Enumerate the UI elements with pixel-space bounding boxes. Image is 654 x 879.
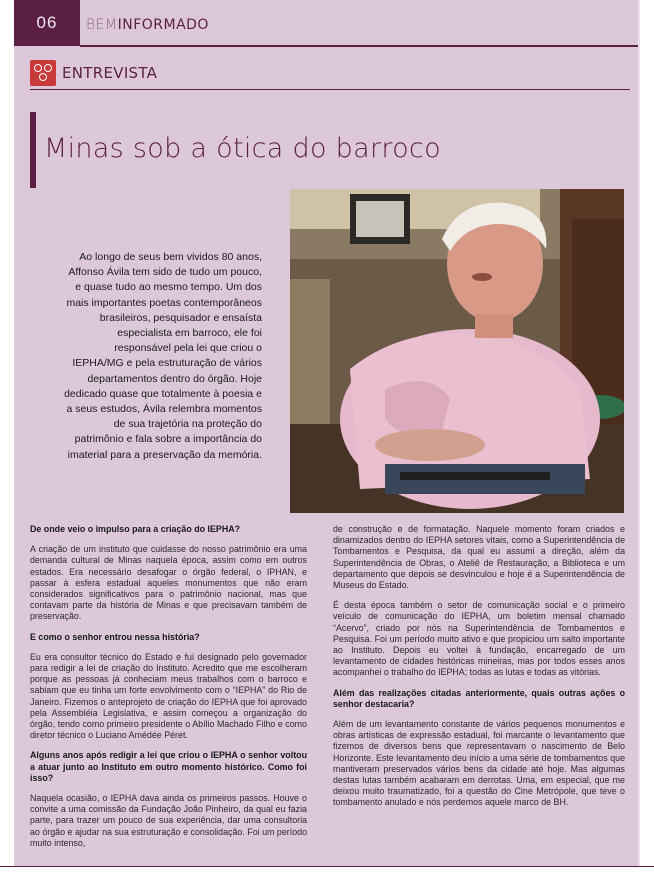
- interview-answer: A criação de um instituto que cuidasse do nosso patrimônio era uma demanda cultural de Minas naquela época, assim como em outros estados. Era necessário desafogar o órgão federal, o IPHAN, e passar à esfera estadual aqueles monumentos que não eram considerados significativos para o patrimônio nacional, mas que contavam parte da história de Minas e que precisavam também de preservação.: [30, 544, 307, 622]
- interview-answer: Naquela ocasião, o IEPHA dava ainda os primeiros passos. Houve o convite a uma comissão da Fundação João Pinheiro, da qual eu fazia parte, para trazer um pouco de sua experiência, dar uma consultoria ao órgão e ajudar na sua estruturação e consolidação. Foi um período muito intenso,: [30, 793, 307, 848]
- section-header: [30, 60, 157, 86]
- right-edge: [638, 0, 640, 866]
- interview-answer: Eu era consultor técnico do Estado e fui designado pelo governador para redigir a lei de criação do Instituto. Acredito que me escolheram porque as pessoas já conheciam meus trabalhos com o barroco e sabiam que eu tinha um forte envolvimento com o “IEPHA” do Rio de Janeiro. Fizemos o anteprojeto de criação do IEPHA que foi aprovado pela Assembléia Legislativa, e assim começou a organização do órgão, tendo como primeiro presidente o Abílio Machado Filho e como diretor técnico o Luciano Amédée Péret.: [30, 651, 307, 741]
- page-number: 06: [14, 0, 80, 46]
- interview-photo: [290, 189, 624, 513]
- section-label: ENTREVISTA: [62, 64, 158, 82]
- interview-question: Além das realizações citadas anteriormente, quais outras ações o senhor destacaria?: [333, 687, 625, 709]
- title-accent-bar: [30, 112, 36, 188]
- interview-answer: de construção e de formatação. Naquele momento foram criados e dinamizados dentro do IEPHA setores vitais, como a Superintendência de Tombamentos e Pesquisa, da qual eu assumi a direção, além da Superintendência de Obras, o Ateliê de Restauração, a Biblioteca e um departamento que depois se desvinculou e hoje é a Superintendência de Museus do Estado.: [333, 524, 625, 591]
- interview-people-icon: [30, 60, 56, 86]
- interview-answer: É desta época também o setor de comunicação social e o primeiro veículo de comunicação do IEPHA, um boletim mensal chamado “Acervo”, criado por nós na Superintendência de Tombamentos e Pesquisa. Foi um período muito ativo e que propiciou um salto importante ao Instituto. Depois eu voltei à fundação, encarregado de um levantamento de cidades históricas mineiras, mas por todos esses anos acompanhei o trabalho do IEPHA; todas as lutas e todas as vitórias.: [333, 600, 625, 678]
- article-intro: Ao longo de seus bem vividos 80 anos, Affonso Ávila tem sido de tudo um pouco, e quase tudo ao mesmo tempo. Um dos mais importantes poetas contemporâneos brasileiros, pesquisador e ensaísta especialista em barroco, ele foi responsável pela lei que criou o IEPHA/MG e pela estruturação de vários departamentos dentro do órgão. Hoje dedicado quase que totalmente à poesia e a seus estudos, Ávila relembra momentos de sua trajetória na proteção do patrimônio e fala sobre a importância do imaterial para a preservação da memória.: [64, 251, 262, 461]
- section-rule: [30, 89, 630, 90]
- page-bottom-rule: [0, 866, 654, 867]
- magazine-name-part1: BEM: [86, 17, 118, 33]
- interview-question: E como o senhor entrou nessa história?: [30, 631, 200, 642]
- magazine-name: [86, 17, 209, 33]
- header-rule: [80, 45, 638, 47]
- magazine-name-part2: INFORMADO: [117, 17, 209, 33]
- article-title: Minas sob a ótica do barroco: [44, 133, 441, 164]
- interview-question: De onde veio o impulso para a criação do IEPHA?: [30, 524, 241, 534]
- text-column-right: [333, 524, 625, 818]
- interview-question: Alguns anos após redigir a lei que criou o IEPHA o senhor voltou a atuar junto ao Instituto em outro momento histórico. Como foi isso?: [30, 750, 307, 783]
- text-column-left: [30, 524, 307, 858]
- interview-answer: Além de um levantamento constante de vários pequenos monumentos e obras artísticas de expressão estadual, foi marcante o levantamento que fizemos de diversos bens que representavam o nascimento de Belo Horizonte. Este levantamento deu início a uma série de tombamentos que mantiveram preservados vários bens da cidade até hoje. Mas algumas destas lutas também acabaram em derrotas. Uma, em especial, que me deixou muito traumatizado, foi a questão do Cine Metrópole, que teve o tombamento anulado e nós perdemos aquele marco de BH.: [333, 719, 625, 808]
